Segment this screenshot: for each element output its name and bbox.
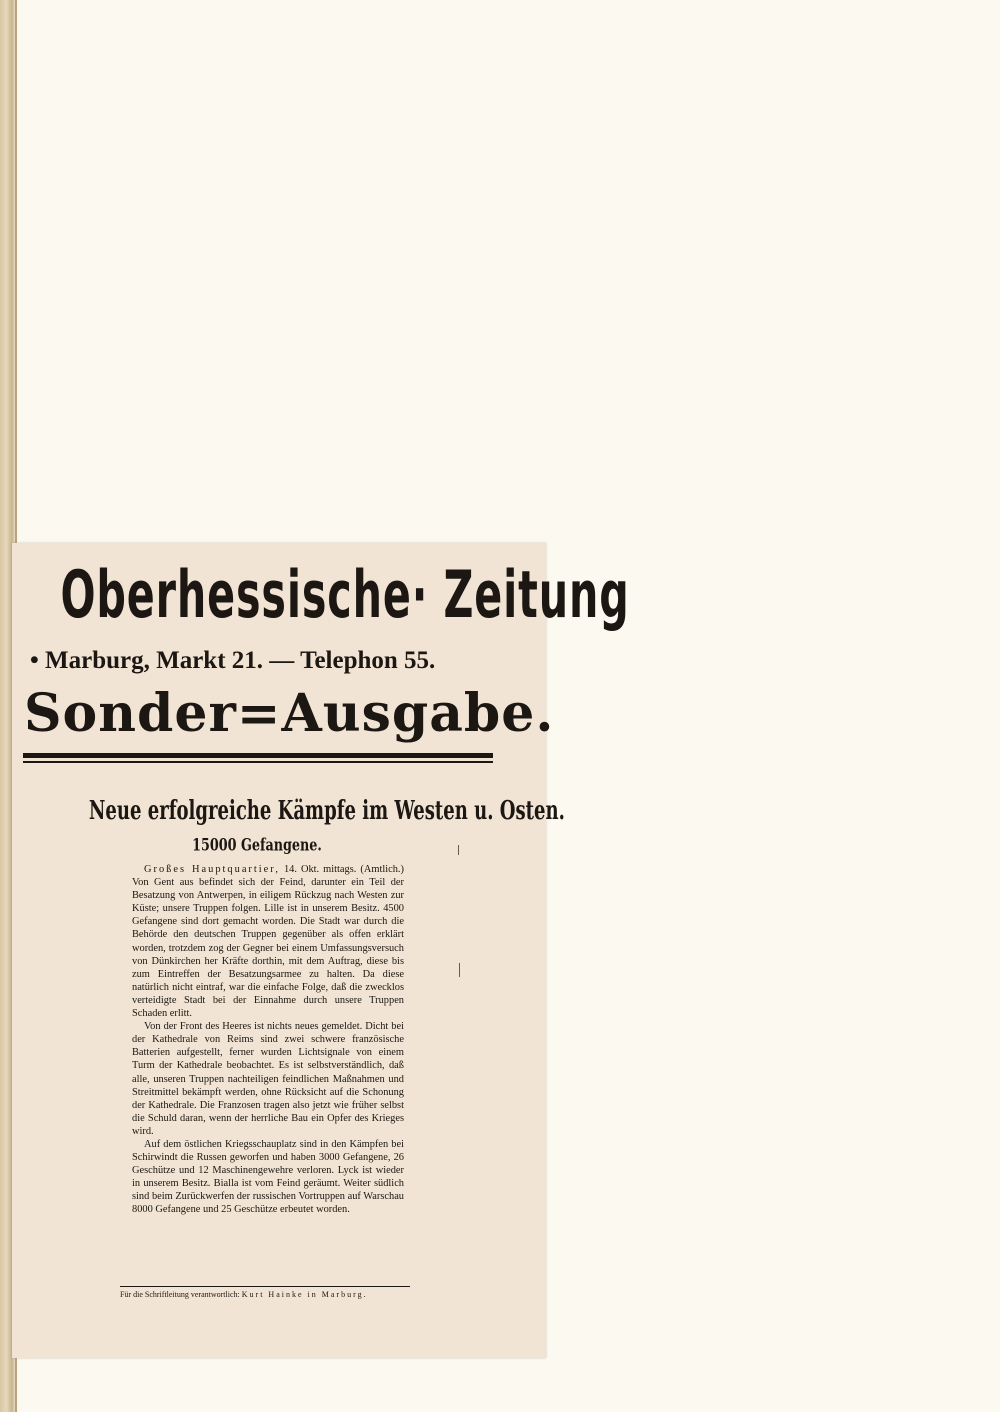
article-paragraph: Von der Front des Heeres ist nichts neues gemeldet. Dicht bei der Kathedrale von Reims sind zwei schwere französische Batterien aufgestellt, ferner wurden Lichtsignale von einem Turm der Kathedrale beobachtet. Es ist selbstverständlich, daß alle, unseren Truppen nachteiligen feindlichen Maßnahmen und Streitmittel bekämpft werden, ohne Rücksicht auf die Schonung der Kathedrale. Die Franzosen tragen also jetzt wie früher selbst die Schuld daran, wenn der herrliche Bau ein Opfer des Krieges wird. <box>132 1021 404 1137</box>
newspaper-clipping <box>12 543 630 1358</box>
article-body <box>132 863 404 1217</box>
ink-mark <box>459 963 460 977</box>
article-subheadline: 15000 Gefangene. <box>192 835 322 855</box>
newspaper-masthead: Oberhessische· Zeitung <box>60 557 630 634</box>
masthead-rule-thin <box>23 761 493 763</box>
footer-rule <box>120 1286 410 1287</box>
article-headline: Neue erfolgreiche Kämpfe im Westen u. Osten. <box>88 795 565 827</box>
article-paragraph <box>132 863 404 1020</box>
masthead-address: • Marburg, Markt 21. — Telephon 55. <box>30 647 436 674</box>
footer-label: Für die Schriftleitung verantwortlich: <box>120 1290 240 1299</box>
masthead-rule-thick <box>23 753 493 758</box>
footer-name: Kurt Hainke in Marburg. <box>241 1290 368 1299</box>
article-dateline: Großes Hauptquartier, <box>144 864 280 875</box>
special-edition-title: Sonder=Ausgabe. <box>24 683 555 744</box>
ink-mark <box>458 845 459 855</box>
editorial-footer <box>120 1290 420 1299</box>
article-paragraph: Auf dem östlichen Kriegsschauplatz sind in den Kämpfen bei Schirwindt die Russen geworfen und haben 3000 Gefangene, 26 Geschütze und 12 Maschinengewehre verloren. Lyck ist wieder in unserem Besitz. Bialla ist vom Feind geräumt. Weiter südlich sind beim Zurückwerfen der russischen Vortruppen auf Warschau 8000 Gefangene und 25 Geschütze erbeutet worden. <box>132 1138 404 1216</box>
article-paragraph-text: 14. Okt. mittags. (Amtlich.) Von Gent aus befindet sich der Feind, darunter ein Teil der Besatzung von Antwerpen, in eiligem Rückzug nach Westen zur Küste; unsere Truppen folgen. Lille ist in unserem Besitz. 4500 Gefangene sind dort gemacht worden. Die Stadt war durch die Behörde den deutschen Truppen gegenüber als offen erklärt worden, trotzdem zog der Gegner bei einem Umfassungsversuch von Dünkirchen her Kräfte dorthin, mit dem Auftrag, diese bis zum Eintreffen der Besatzungsarmee zu halten. Da diese natürlich nicht eintraf, war die einfache Folge, daß die zwecklos verteidigte Stadt bei der Einnahme durch unsere Truppen Schaden erlitt. <box>132 864 404 1020</box>
